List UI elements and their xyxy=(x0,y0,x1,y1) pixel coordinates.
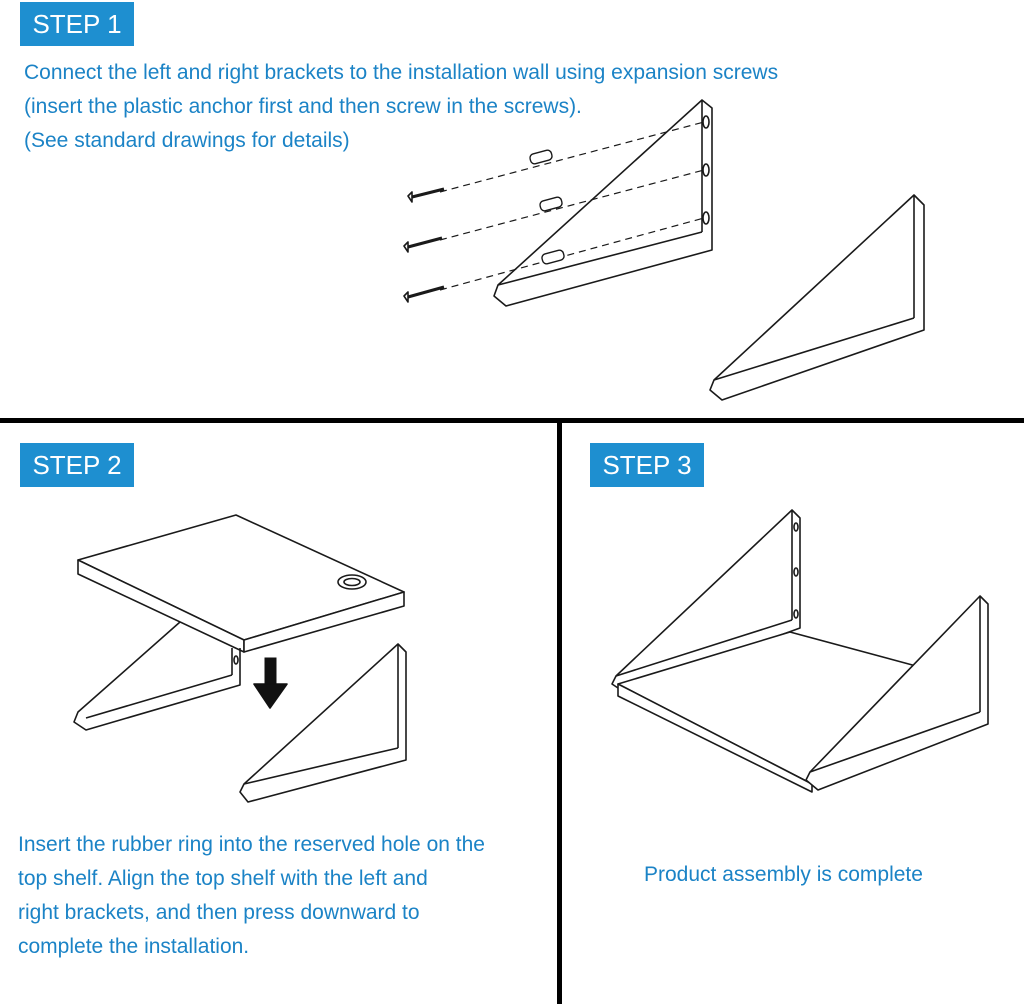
screw-1 xyxy=(408,189,444,202)
step1-line-1: Connect the left and right brackets to the installation wall using expansion screws xyxy=(24,61,779,84)
step1-line-2: (insert the plastic anchor first and then screw in the screws). xyxy=(24,95,582,118)
step1-badge: STEP 1 xyxy=(20,2,134,46)
down-arrow-icon xyxy=(254,658,287,708)
step2-line-2: top shelf. Align the top shelf with the left and xyxy=(18,867,428,890)
step2-line-1: Insert the rubber ring into the reserved hole on the xyxy=(18,833,485,856)
step3-badge: STEP 3 xyxy=(590,443,704,487)
step2-line-4: complete the installation. xyxy=(18,935,250,958)
step3-assembled-shelf xyxy=(612,510,988,792)
step2-shelf xyxy=(78,515,404,652)
screw-3 xyxy=(404,287,444,302)
step1-left-bracket xyxy=(494,100,712,306)
step1-right-bracket xyxy=(710,195,924,400)
screw-2 xyxy=(404,238,442,252)
step2-line-3: right brackets, and then press downward to xyxy=(18,901,420,924)
step1-line-3: (See standard drawings for details) xyxy=(24,129,350,152)
step3-caption: Product assembly is complete xyxy=(644,863,923,886)
step2-badge: STEP 2 xyxy=(20,443,134,487)
